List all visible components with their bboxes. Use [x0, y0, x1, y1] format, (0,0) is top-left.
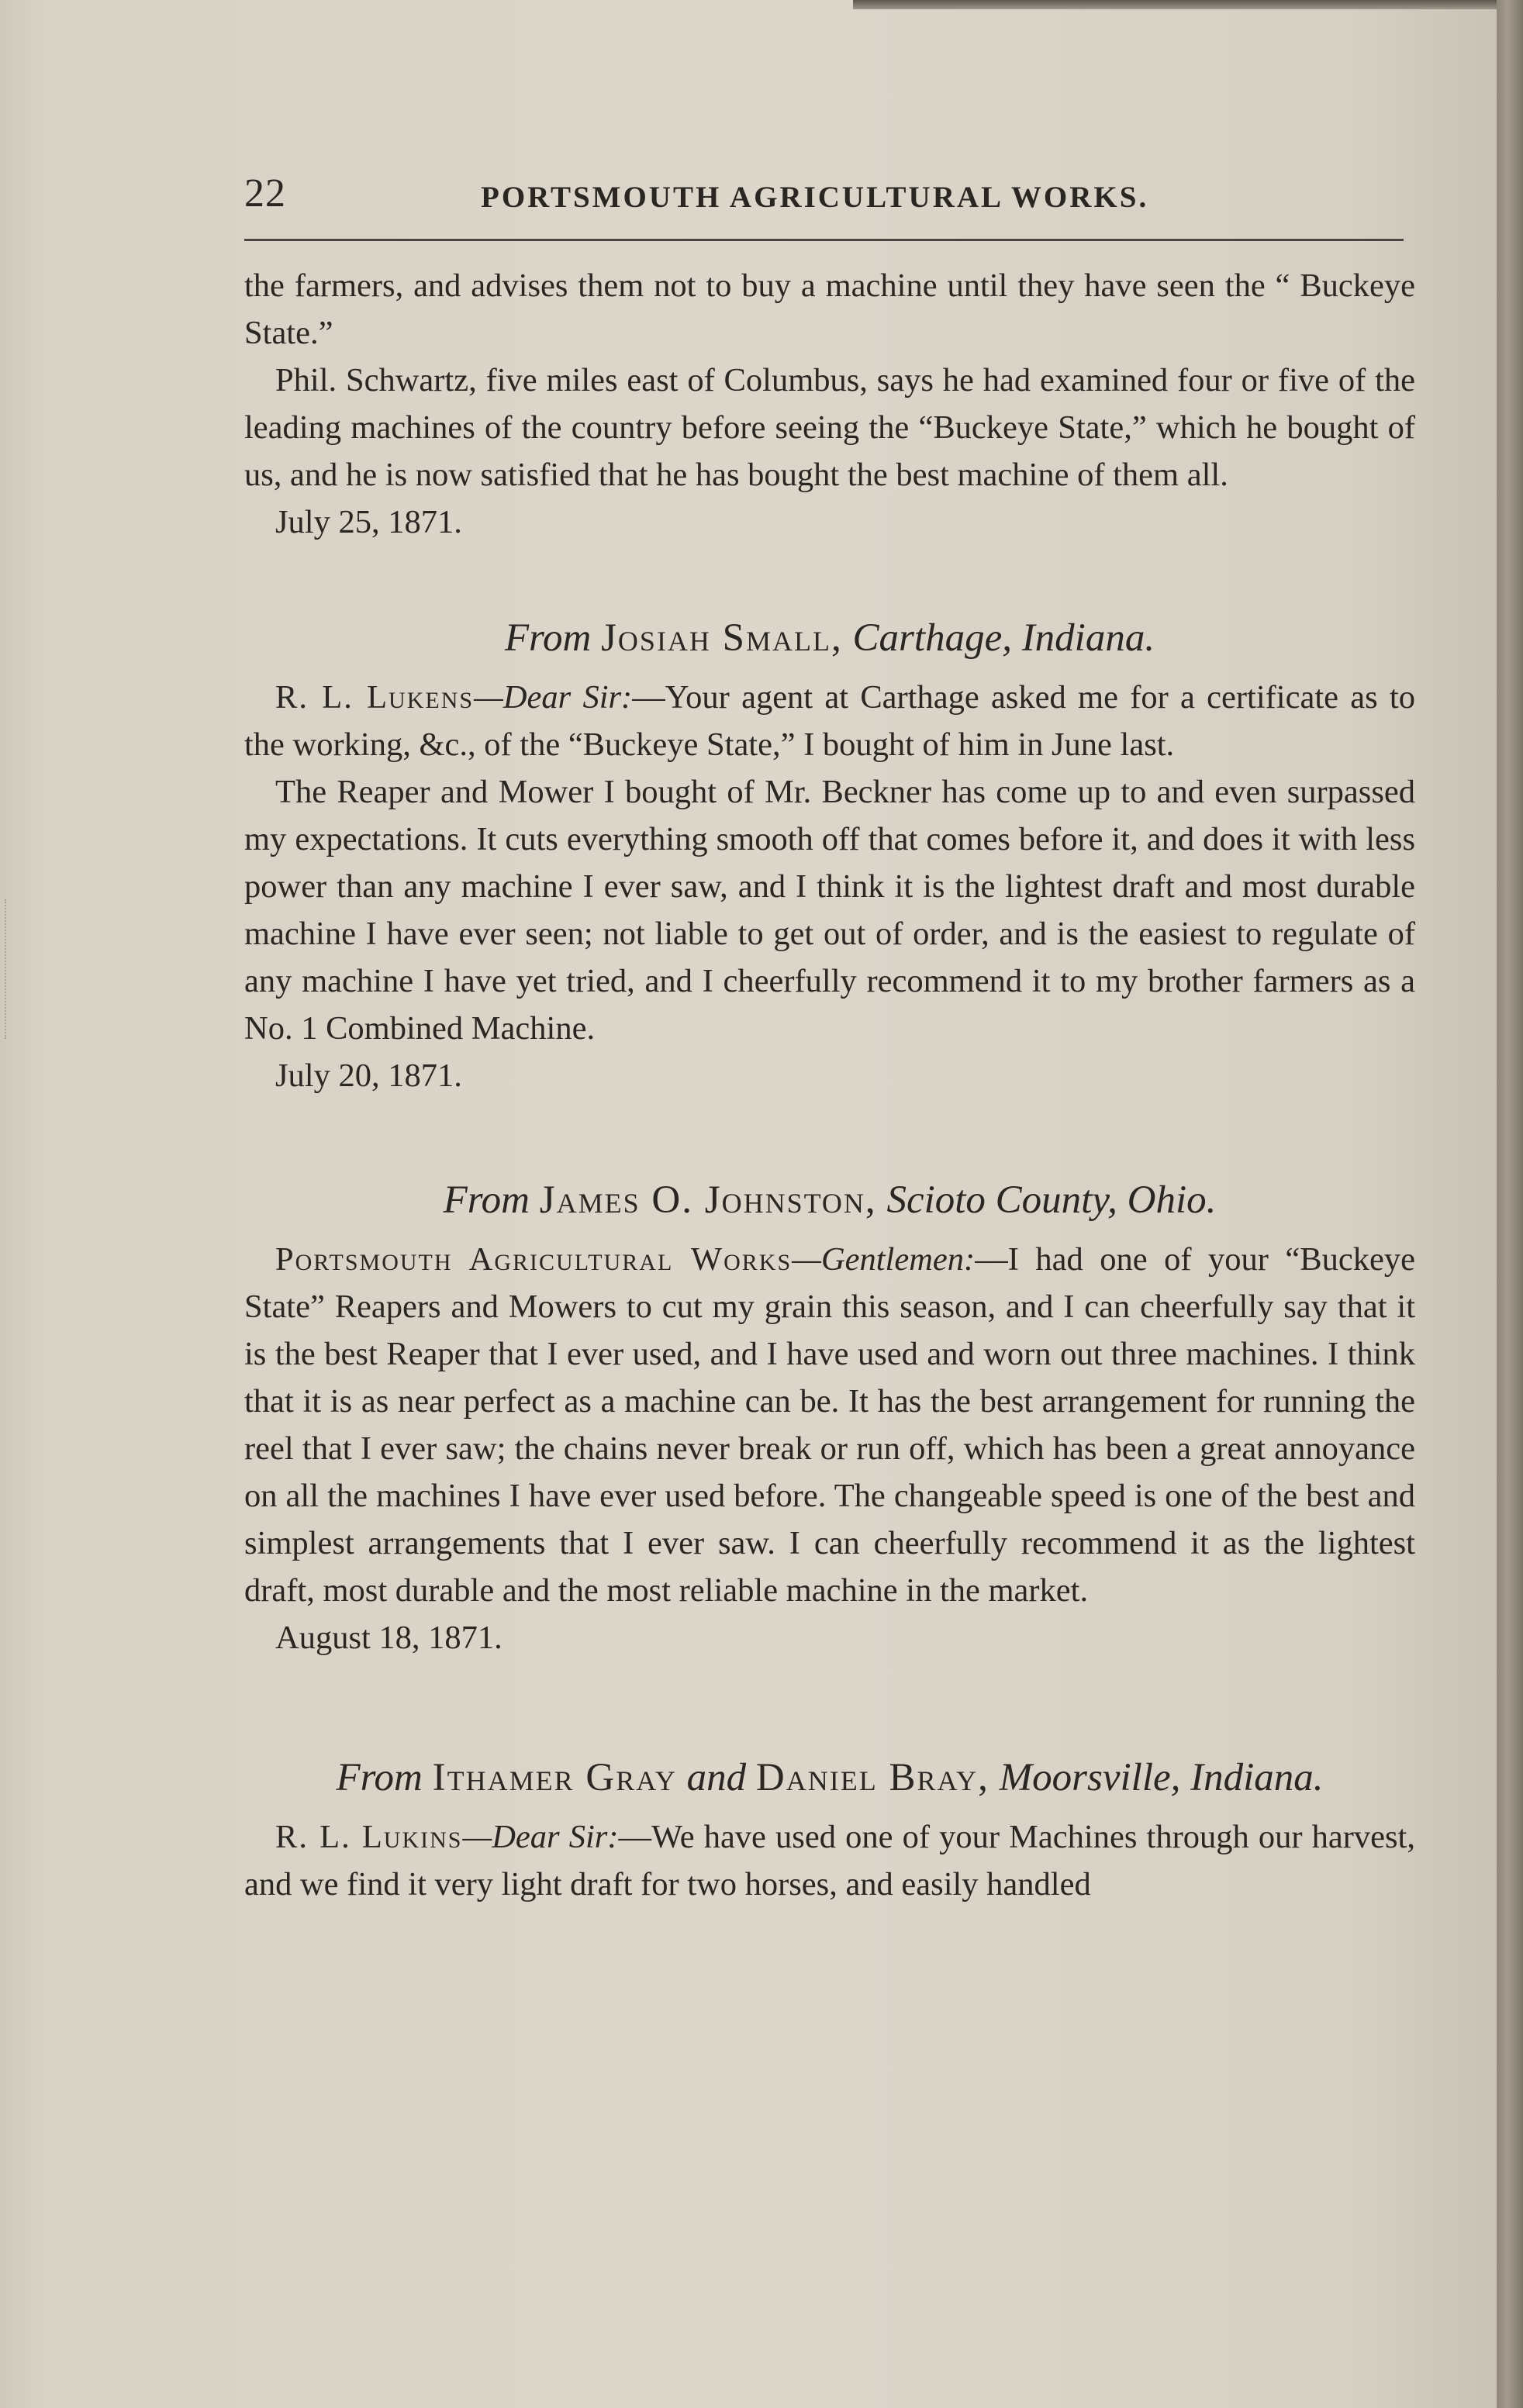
letter-2-addressee: Portsmouth Agricultural Works: [275, 1241, 793, 1278]
letter-3-and: and: [686, 1756, 747, 1799]
letter-1-heading: [244, 611, 1415, 665]
letter-2-paragraph-1: [244, 1236, 1415, 1614]
letter-2-place: Scioto County, Ohio.: [886, 1178, 1217, 1222]
letter-3-paragraph-1-text: —We have used one of your Machines through our harvest, and we find it very light draft for two horses, and easily handled: [244, 1819, 1415, 1903]
letter-1-paragraph-1: [244, 674, 1415, 768]
running-head: PORTSMOUTH AGRICULTURAL WORKS.: [481, 181, 1149, 214]
header-rule: [244, 239, 1404, 241]
page-edge-mark: [5, 899, 25, 1039]
letter-1-addressee: R. L. Lukens: [275, 679, 475, 716]
letter-2-heading: [244, 1173, 1415, 1227]
letter-1-name: Josiah Small,: [601, 616, 843, 660]
page-body: [244, 262, 1415, 1908]
letter-2-date: August 18, 1871.: [275, 1620, 502, 1656]
letter-3-salutation: —Dear Sir:: [462, 1819, 619, 1855]
letter-3-place: Moorsville, Indiana.: [999, 1756, 1324, 1799]
letter-1-paragraph-2: The Reaper and Mower I bought of Mr. Beckner has come up to and even surpassed my expectations. It cuts everything smooth off that comes before it, and does it with less power than any machine I ever saw, and I think it is the lightest draft and most durable machine I have ever seen; not liable to get out of order, and is the easiest to regulate of any machine I have yet tried, and I cheerfully recommend it to my brother farmers as a No. 1 Combined Machine.: [244, 774, 1415, 1047]
letter-1-place: Carthage, Indiana.: [852, 616, 1155, 660]
letter-3-from: From: [336, 1756, 423, 1799]
letter-1-paragraph-1-text: —Your agent at Carthage asked me for a certificate as to the working, &c., of the “Buckeye State,” I bought of him in June last.: [244, 679, 1415, 763]
letter-3-addressee: R. L. Lukins: [275, 1819, 463, 1855]
book-binding-edge: [1497, 0, 1523, 2408]
letter-3-heading: [244, 1751, 1415, 1805]
page-header: [244, 171, 1407, 225]
letter-1-date: July 20, 1871.: [275, 1057, 462, 1094]
letter-2-from: From: [443, 1178, 530, 1222]
letter-3-paragraph-1: [244, 1813, 1415, 1908]
letter-3-name-2: Daniel Bray,: [755, 1756, 989, 1799]
letter-2-salutation: —Gentlemen:: [792, 1241, 976, 1278]
letter-3-name-1: Ithamer Gray: [432, 1756, 677, 1799]
letter-2-name: James O. Johnston,: [539, 1178, 877, 1222]
continued-paragraph-2: Phil. Schwartz, five miles east of Columbus, says he had examined four or five of the leading machines of the country before seeing the “Buckeye State,” which he bought of us, and he is now satisfied that he has bought the best machine of them all.: [244, 362, 1415, 493]
page-number: 22: [244, 171, 286, 216]
letter-1-from: From: [504, 616, 592, 660]
letter-1-salutation: —Dear Sir:: [474, 679, 633, 716]
letter-2-paragraph-1-text: —I had one of your “Buckeye State” Reapers and Mowers to cut my grain this season, and I can cheerfully say that it is the best Reaper that I ever used, and I have used and worn out three machines. I think that it is as near perfect as a machine can be. It has the best arrangement for running the reel that I ever saw; the chains never break or run off, which has been a great annoyance on all the machines I have ever used before. The changeable speed is one of the best and simplest arrangements that I ever saw. I can cheerfully recommend it as the lightest draft, most durable and the most reliable machine in the market.: [244, 1241, 1415, 1609]
continued-paragraph-1: the farmers, and advises them not to buy a machine until they have seen the “ Buckeye State.”: [244, 267, 1415, 351]
page-top-shadow: [853, 0, 1497, 9]
continued-date: July 25, 1871.: [275, 504, 462, 540]
